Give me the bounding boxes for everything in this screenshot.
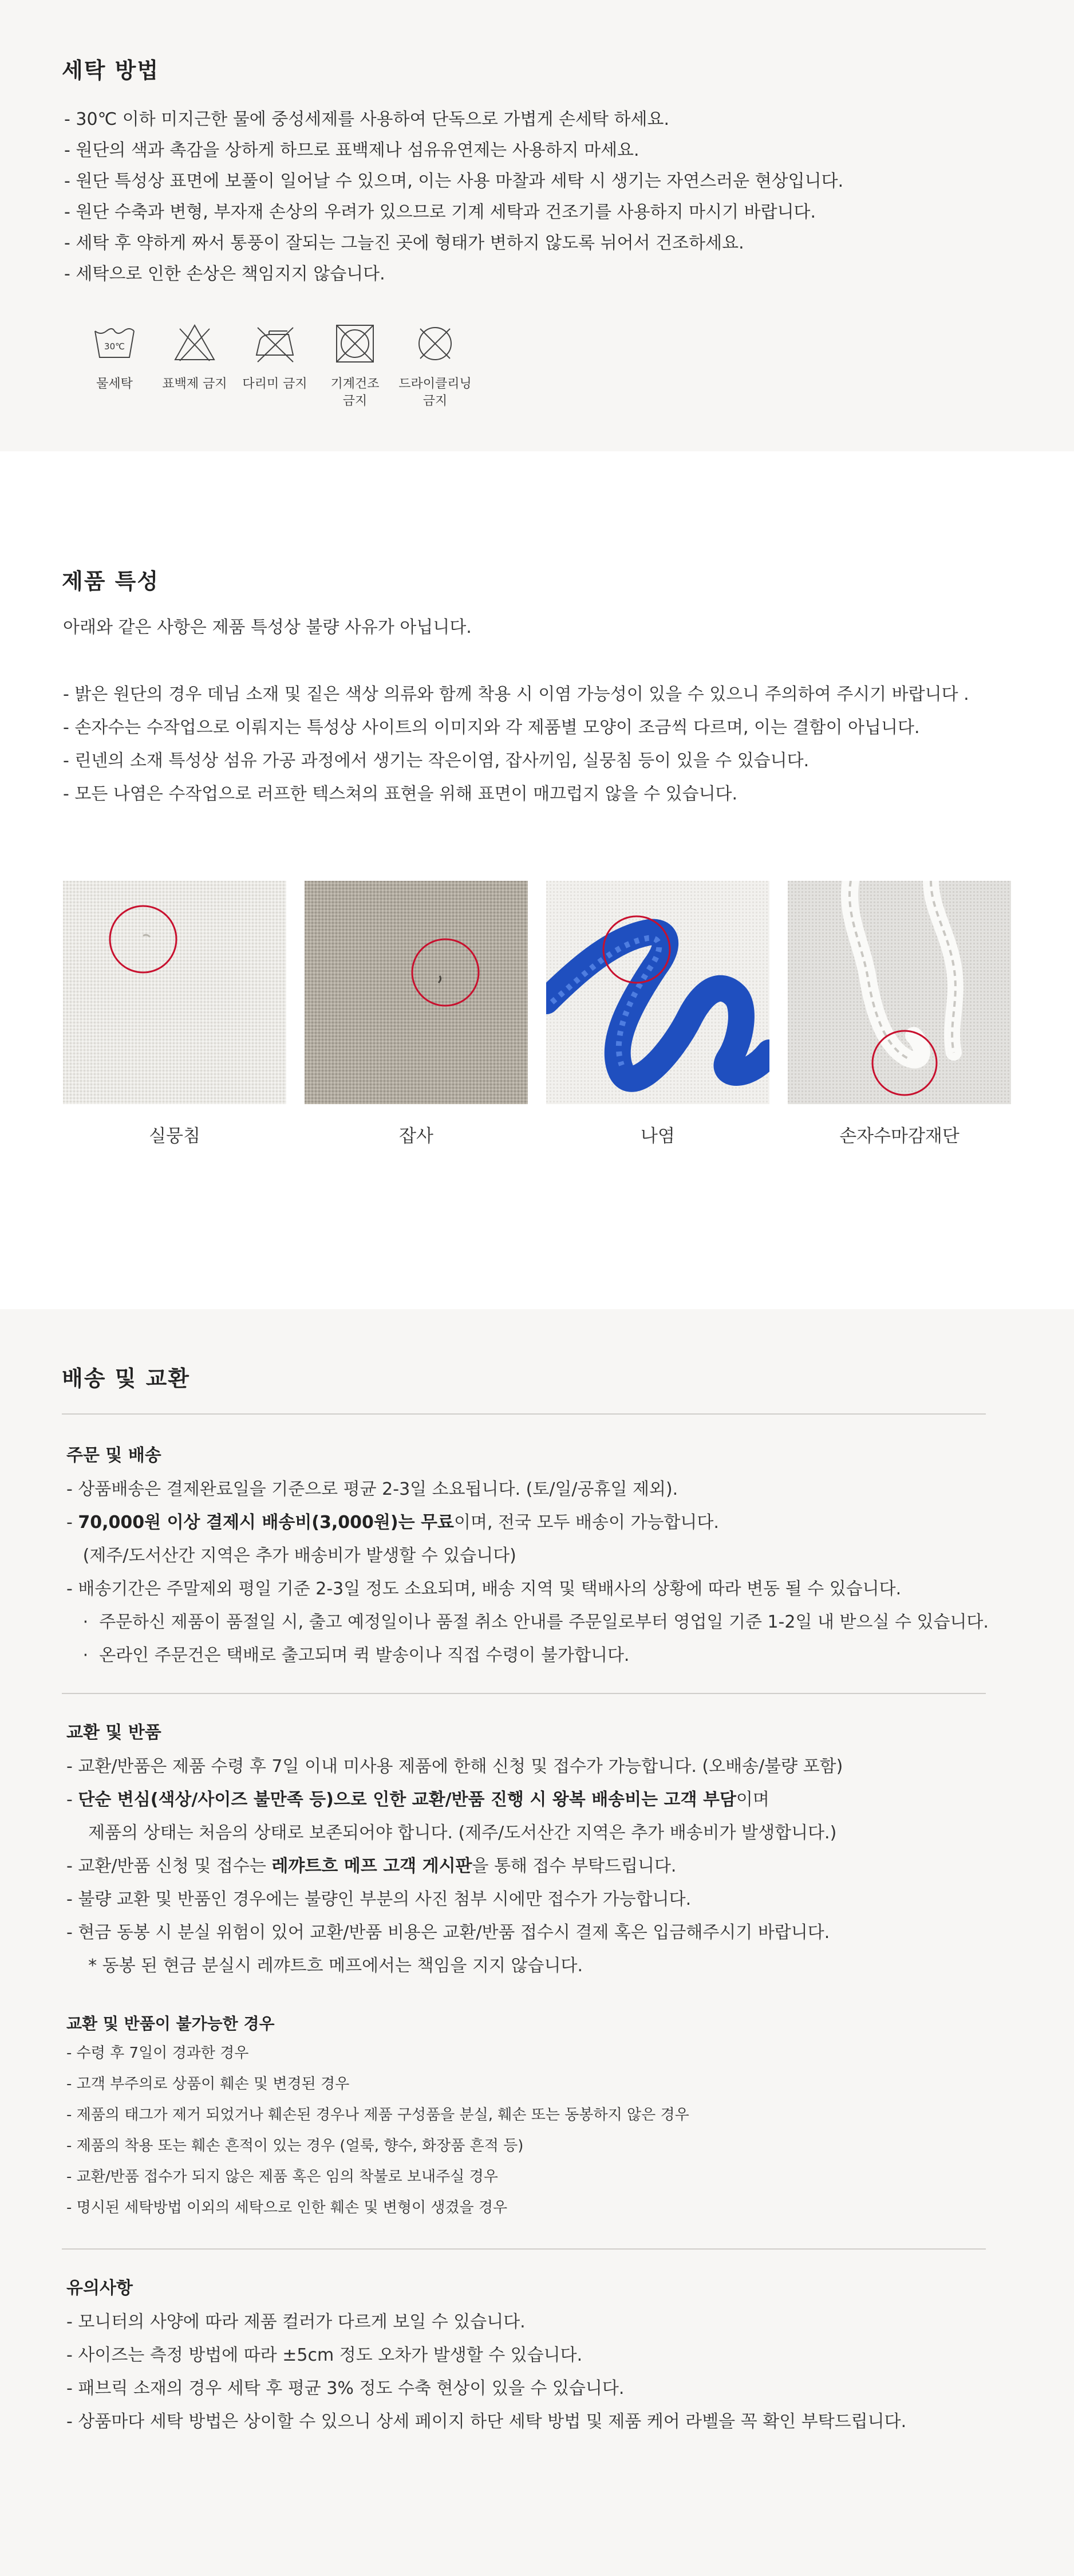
exchange-title: 교환 및 반품 [66,1723,161,1743]
feature-line: - 손자수는 수작업으로 이뤄지는 특성상 사이트의 이미지와 각 제품별 모양이 조금씩 다르며, 이는 결함이 아닙니다. [63,718,920,738]
feature-line: - 모든 나염은 수작업으로 러프한 텍스쳐의 표현을 위해 표면이 매끄럽지 않을 수 있습니다. [63,784,738,804]
wash-line: - 30℃ 이하 미지근한 물에 중성세제를 사용하여 단독으로 가볍게 손세탁 하세요. [64,109,669,129]
care-label-text: 드라이클리닝 금지 [398,377,472,408]
notes-title: 유의사항 [66,2278,133,2298]
exchange-line: 제품의 상태는 처음의 상태로 보존되어야 합니다. (제주/도서산간 지역은 추가 배송비가 발생합니다.) [66,1823,837,1843]
care-label-text: 다리미 금지 [242,377,307,391]
care-item-hand-wash [74,321,155,410]
divider [62,1693,986,1694]
wash-instructions [64,104,843,290]
order-block [66,1441,989,1672]
not-allowed-line: - 제품의 착용 또는 훼손 흔적이 있는 경우 (얼룩, 향수, 화장품 흔적 등) [66,2137,524,2154]
embroidery-finish-photo-image [788,881,1011,1104]
order-line: - 70,000원 이상 결제시 배송비(3,000원)는 무료이며, 전국 모두 배송이 가능합니다. [66,1512,719,1533]
notes-line: - 사이즈는 측정 방법에 따라 ±5cm 정도 오차가 발생할 수 있습니다. [66,2345,583,2365]
photo-caption: 손자수마감재단 [839,1126,960,1147]
not-allowed-block [66,2011,689,2223]
not-allowed-line: - 명시된 세탁방법 이외의 세탁으로 인한 훼손 및 변형이 생겼을 경우 [66,2199,508,2216]
print-photo-image [546,881,769,1104]
order-line: - 배송기간은 주말제외 평일 기준 2-3일 정도 소요되며, 배송 지역 및 택배사의 상황에 따라 변동 될 수 있습니다. [66,1579,902,1599]
care-item-no-dry-clean [395,321,475,410]
care-label-text: 물세탁 [96,377,133,391]
photo-caption: 잡사 [399,1126,433,1147]
features-section [0,451,1074,1309]
no-dry-clean-icon [412,321,458,367]
care-item-no-tumble-dry [315,321,395,410]
divider [62,1413,986,1415]
exchange-line: - 교환/반품 신청 및 접수는 레꺄트흐 메프 고객 게시판을 통해 접수 부탁드립니다. [66,1856,677,1876]
notes-line: - 패브릭 소재의 경우 세탁 후 평균 3% 정도 수축 현상이 있을 수 있습니다. [66,2378,625,2398]
photo-stray-thread [305,881,528,1147]
care-label-text: 기계건조 금지 [330,377,380,408]
not-allowed-line: - 교환/반품 접수가 되지 않은 제품 혹은 임의 착불로 보내주실 경우 [66,2168,498,2185]
not-allowed-title: 교환 및 반품이 불가능한 경우 [66,2014,275,2033]
slub-photo-image [63,881,286,1104]
notes-line: - 상품마다 세탁 방법은 상이할 수 있으니 상세 페이지 하단 세탁 방법 및 제품 케어 라벨을 꼭 확인 부탁드립니다. [66,2412,907,2432]
shipping-section [0,1309,1074,2576]
hand-wash-30-icon [92,321,137,367]
photo-slub [63,881,286,1147]
care-label-icons [74,321,475,410]
photo-embroidery-finish [788,881,1011,1147]
exchange-line: - 단순 변심(색상/사이즈 불만족 등)으로 인한 교환/반품 진행 시 왕복 배송비는 고객 부담이며 [66,1790,769,1810]
wash-title: 세탁 방법 [62,58,160,83]
shipping-title: 배송 및 교환 [62,1366,190,1391]
feature-photos [63,881,1011,1147]
wash-line: - 원단의 색과 촉감을 상하게 하므로 표백제나 섬유유연제는 사용하지 마세요. [64,140,639,160]
features-intro: 아래와 같은 사항은 제품 특성상 불량 사유가 아닙니다. [63,617,472,637]
exchange-line: * 동봉 된 현금 분실시 레꺄트흐 메프에서는 책임을 지지 않습니다. [66,1956,583,1976]
order-line: - 상품배송은 결제완료일을 기준으로 평균 2-3일 소요됩니다. (토/일/공휴일 제외). [66,1479,678,1499]
order-line: · 온라인 주문건은 택배로 출고되며 퀵 발송이나 직접 수령이 불가합니다. [66,1645,630,1665]
wash-line: - 원단 수축과 변형, 부자재 손상의 우려가 있으므로 기계 세탁과 건조기를 사용하지 마시기 바랍니다. [64,202,816,222]
not-allowed-line: - 수령 후 7일이 경과한 경우 [66,2045,249,2062]
order-title: 주문 및 배송 [66,1445,161,1466]
not-allowed-list [66,2038,689,2223]
wash-line: - 세탁으로 인한 손상은 책임지지 않습니다. [64,264,385,284]
wash-line: - 세탁 후 약하게 짜서 통풍이 잘되는 그늘진 곳에 형태가 변하지 않도록 뉘어서 건조하세요. [64,233,744,253]
no-tumble-dry-icon [332,321,378,367]
order-list [66,1473,989,1672]
wash-section [0,0,1074,451]
care-label-text: 표백제 금지 [162,377,227,391]
no-iron-icon [252,321,298,367]
photo-print [546,881,769,1147]
photo-caption: 실뭉침 [149,1126,200,1147]
exchange-line: - 현금 동봉 시 분실 위험이 있어 교환/반품 비용은 교환/반품 접수시 결제 혹은 입금해주시기 바랍니다. [66,1923,830,1943]
not-allowed-line: - 제품의 태그가 제거 되었거나 훼손된 경우나 제품 구성품을 분실, 훼손 또는 동봉하지 않은 경우 [66,2106,689,2124]
wash-line: - 원단 특성상 표면에 보풀이 일어날 수 있으며, 이는 사용 마찰과 세탁 시 생기는 자연스러운 현상입니다. [64,171,844,191]
features-list [63,678,969,811]
stray-thread-photo-image [305,881,528,1104]
care-item-no-iron [235,321,315,410]
order-line: · 주문하신 제품이 품절일 시, 출고 예정일이나 품절 취소 안내를 주문일로부터 영업일 기준 1-2일 내 받으실 수 있습니다. [66,1612,989,1632]
exchange-line: - 교환/반품은 제품 수령 후 7일 이내 미사용 제품에 한해 신청 및 접수가 가능합니다. (오배송/불량 포함) [66,1756,843,1777]
svg-text:30℃: 30℃ [104,341,125,352]
feature-line: - 린넨의 소재 특성상 섬유 가공 과정에서 생기는 작은이염, 잡사끼임, 실뭉침 등이 있을 수 있습니다. [63,751,810,771]
features-title: 제품 특성 [62,569,160,594]
exchange-list [66,1750,843,1983]
notes-list [66,2306,906,2439]
exchange-line: - 불량 교환 및 반품인 경우에는 불량인 부분의 사진 첨부 시에만 접수가 가능합니다. [66,1889,692,1909]
no-bleach-icon [172,321,218,367]
notes-block [66,2274,906,2439]
divider [62,2248,986,2250]
photo-caption: 나염 [641,1126,675,1147]
care-item-no-bleach [155,321,235,410]
order-line: (제주/도서산간 지역은 추가 배송비가 발생할 수 있습니다) [66,1546,516,1566]
exchange-block [66,1718,843,1983]
notes-line: - 모니터의 사양에 따라 제품 컬러가 다르게 보일 수 있습니다. [66,2312,526,2332]
not-allowed-line: - 고객 부주의로 상품이 훼손 및 변경된 경우 [66,2075,350,2093]
feature-line: - 밝은 원단의 경우 데님 소재 및 짙은 색상 의류와 함께 착용 시 이염 가능성이 있을 수 있으니 주의하여 주시기 바랍니다 . [63,684,969,704]
